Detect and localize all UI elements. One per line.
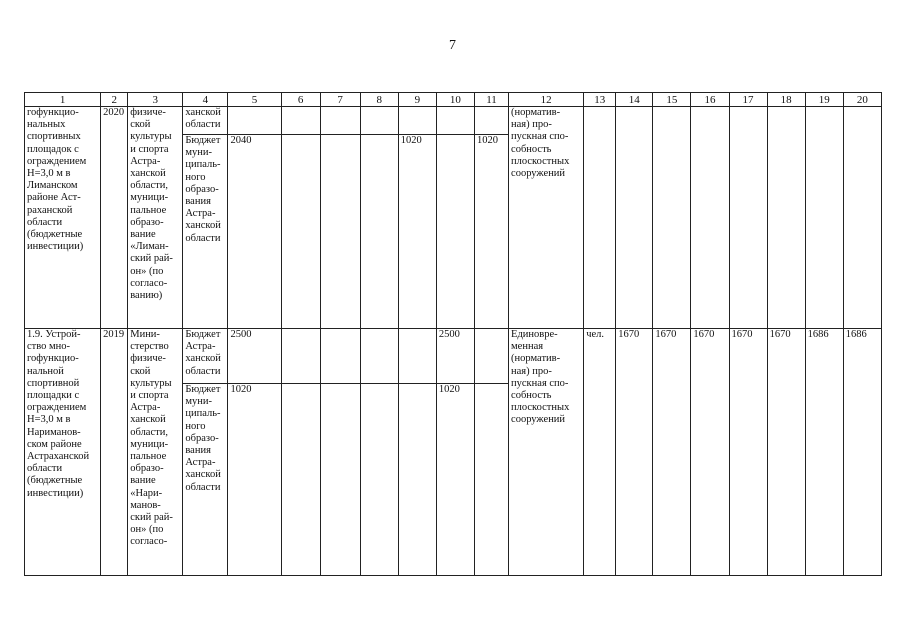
value-cell <box>474 107 508 135</box>
value-cell <box>281 135 320 329</box>
measure-name: 1.9. Устрой- ство мно- гофункцио- нальной спортивной площадки с ограждением Н=3,0 м в Нариманов- ском районе Астраханской области (бюджетные инвестиции) <box>25 329 101 576</box>
funding-source: Бюджет Астра- ханской области <box>183 329 228 384</box>
unit-cell: чел. <box>584 329 616 576</box>
value-cell <box>436 135 474 329</box>
column-header: 20 <box>843 93 881 107</box>
funding-source: Бюджет муни- ципаль- ного образо- вания Астра- ханской области <box>183 135 228 329</box>
column-header: 14 <box>616 93 653 107</box>
value-cell <box>436 107 474 135</box>
value-cell <box>320 107 360 135</box>
value-cell: 1020 <box>398 135 436 329</box>
value-cell <box>281 384 320 576</box>
column-header: 17 <box>729 93 767 107</box>
value-cell: 1670 <box>616 329 653 576</box>
funding-source: Бюджет муни- ципаль- ного образо- вания Астра- ханской области <box>183 384 228 576</box>
column-header: 2 <box>101 93 128 107</box>
indicator-cell: Единовре- менная (норматив- ная) про- пускная спо- собность плоскостных сооружений <box>509 329 584 576</box>
table-row <box>25 329 882 384</box>
value-cell <box>360 135 398 329</box>
budget-table <box>24 92 882 576</box>
value-cell <box>653 107 691 329</box>
value-cell <box>843 107 881 329</box>
column-header: 11 <box>474 93 508 107</box>
value-cell <box>398 329 436 384</box>
value-cell: 1686 <box>805 329 843 576</box>
column-header: 18 <box>767 93 805 107</box>
column-header: 12 <box>509 93 584 107</box>
value-cell <box>805 107 843 329</box>
column-header: 3 <box>128 93 183 107</box>
indicator-cell: (норматив- ная) про- пускная спо- собность плоскостных сооружений <box>509 107 584 329</box>
unit-cell <box>584 107 616 329</box>
value-cell: 1670 <box>729 329 767 576</box>
value-cell <box>474 384 508 576</box>
value-cell <box>398 384 436 576</box>
executor-cell: Мини- стерство физиче- ской культуры и спорта Астра- ханской области, муници- пальное образо- вание «Нари- манов- ский рай- он» (по согласо- <box>128 329 183 576</box>
value-cell <box>474 329 508 384</box>
column-header: 5 <box>228 93 281 107</box>
year-cell: 2019 <box>101 329 128 576</box>
value-cell <box>320 135 360 329</box>
value-cell: 1020 <box>474 135 508 329</box>
column-header: 1 <box>25 93 101 107</box>
column-header: 16 <box>691 93 729 107</box>
value-cell <box>320 329 360 384</box>
column-header: 8 <box>360 93 398 107</box>
table-row <box>25 107 882 135</box>
value-cell <box>360 384 398 576</box>
value-cell <box>360 107 398 135</box>
value-cell <box>281 107 320 135</box>
value-cell: 1670 <box>691 329 729 576</box>
value-cell <box>320 384 360 576</box>
value-cell: 1670 <box>653 329 691 576</box>
funding-source: ханской области <box>183 107 228 135</box>
value-cell: 1020 <box>228 384 281 576</box>
value-cell: 1020 <box>436 384 474 576</box>
value-cell: 2040 <box>228 135 281 329</box>
column-header: 13 <box>584 93 616 107</box>
column-header: 6 <box>281 93 320 107</box>
column-number-row <box>25 93 882 107</box>
value-cell <box>228 107 281 135</box>
year-cell: 2020 <box>101 107 128 329</box>
value-cell <box>281 329 320 384</box>
value-cell <box>767 107 805 329</box>
value-cell <box>616 107 653 329</box>
column-header: 19 <box>805 93 843 107</box>
value-cell: 1686 <box>843 329 881 576</box>
column-header: 9 <box>398 93 436 107</box>
column-header: 15 <box>653 93 691 107</box>
value-cell <box>360 329 398 384</box>
measure-name: гофункцио- нальных спортивных площадок с ограждением Н=3,0 м в Лиманском районе Аст- раханской области (бюджетные инвестиции) <box>25 107 101 329</box>
column-header: 10 <box>436 93 474 107</box>
column-header: 4 <box>183 93 228 107</box>
value-cell: 2500 <box>436 329 474 384</box>
column-header: 7 <box>320 93 360 107</box>
executor-cell: физиче- ской культуры и спорта Астра- ханской области, муници- пальное образо- вание «Лиман- ский рай- он» (по согласо- ванию) <box>128 107 183 329</box>
value-cell: 1670 <box>767 329 805 576</box>
value-cell <box>398 107 436 135</box>
page-number: 7 <box>449 38 456 53</box>
value-cell: 2500 <box>228 329 281 384</box>
value-cell <box>729 107 767 329</box>
value-cell <box>691 107 729 329</box>
